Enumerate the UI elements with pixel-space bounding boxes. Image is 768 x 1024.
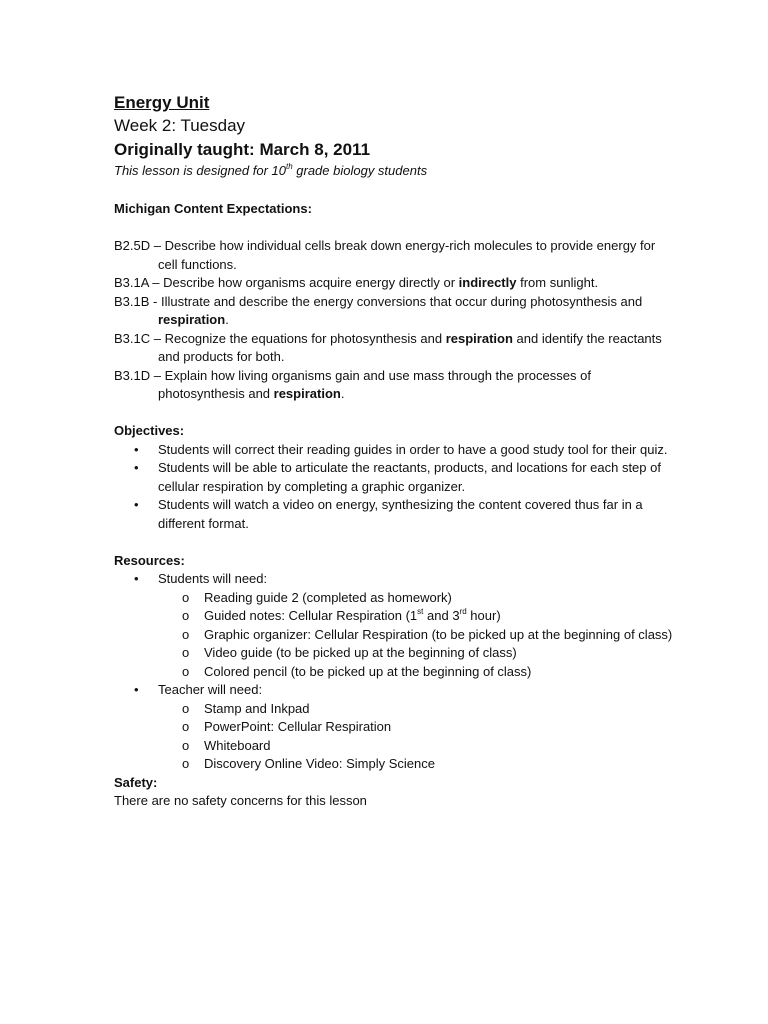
students-label: Students will need:: [158, 571, 268, 586]
list-item: [114, 589, 674, 608]
intro-post: grade biology students: [292, 163, 428, 178]
list-item: [114, 441, 674, 460]
resource-text: hour): [466, 608, 501, 623]
bullet-icon: •: [134, 682, 139, 697]
sub-bullet-icon: o: [182, 589, 190, 605]
resource-text: Discovery Online Video: Simply Science: [204, 756, 435, 771]
teacher-label: Teacher will need:: [158, 682, 263, 697]
expectations-list: [114, 237, 674, 404]
expectation-item: [114, 367, 674, 404]
list-item: [114, 496, 674, 533]
objectives-heading: Objectives:: [114, 423, 185, 438]
sub-bullet-icon: o: [182, 737, 190, 753]
ordinal-sup: st: [417, 607, 424, 616]
objective-text: Students will be able to articulate the reactants, products, and locations for each step of cellular respiration by completing a graphic organizer.: [158, 460, 661, 494]
sub-bullet-icon: o: [182, 663, 190, 679]
resource-text: Guided notes: Cellular Respiration (1: [204, 608, 418, 623]
resource-text: Graphic organizer: Cellular Respiration (to be picked up at the beginning of class): [204, 626, 673, 642]
list-item: [114, 700, 674, 719]
intro-pre: This lesson is designed for 10: [114, 163, 286, 178]
list-item: [114, 681, 674, 774]
resource-text: Whiteboard: [204, 737, 271, 753]
expectation-text-end: .: [225, 312, 229, 327]
expectation-text: B3.1D – Explain how living organisms gain and use mass through the processes of photosynthesis and: [114, 367, 591, 401]
expectation-bold: respiration: [273, 386, 341, 401]
safety-text: There are no safety concerns for this lesson: [114, 793, 367, 808]
list-item: [114, 663, 674, 682]
sub-bullet-icon: o: [182, 756, 190, 771]
expectation-bold: indirectly: [458, 275, 517, 290]
expectation-text-end: .: [340, 386, 345, 401]
bullet-icon: •: [134, 571, 139, 586]
ordinal-sup: rd: [459, 607, 467, 616]
resource-text: Video guide (to be picked up at the beginning of class): [204, 645, 517, 660]
resources-heading: Resources:: [114, 552, 185, 568]
objectives-list: [114, 441, 674, 534]
sub-bullet-icon: o: [182, 700, 190, 716]
list-item: [114, 737, 674, 756]
expectation-text: B3.1B - Illustrate and describe the energy conversions that occur during photosynthesis and: [114, 293, 643, 309]
list-item: [114, 626, 674, 645]
list-item: [114, 607, 674, 626]
bullet-icon: •: [134, 497, 139, 512]
objective-text: Students will watch a video on energy, synthesizing the content covered thus far in a different format.: [158, 497, 643, 531]
expectation-bold: respiration: [158, 312, 226, 327]
expectation-text: B2.5D – Describe how individual cells break down energy-rich molecules to provide energy for cell functions.: [114, 238, 656, 272]
list-item: [114, 459, 674, 496]
expectation-item: [114, 330, 674, 367]
lesson-plan-page: [114, 92, 674, 811]
expectation-text: B3.1A – Describe how organisms acquire energy directly or: [114, 275, 459, 290]
expectations-heading: Michigan Content Expectations:: [114, 201, 312, 216]
bullet-icon: •: [134, 460, 139, 475]
students-resources: [158, 589, 674, 682]
resource-text: Stamp and Inkpad: [204, 700, 310, 716]
expectation-item: [114, 293, 674, 330]
sub-bullet-icon: o: [182, 645, 190, 660]
teacher-resources: [158, 700, 674, 774]
expectation-text: B3.1C – Recognize the equations for photosynthesis and: [114, 330, 446, 346]
taught-date: Originally taught: March 8, 2011: [114, 140, 371, 159]
expectation-bold: respiration: [445, 330, 513, 346]
resource-text: Reading guide 2 (completed as homework): [204, 589, 452, 605]
expectation-text-end: and identify the reactants and products for both.: [158, 330, 662, 364]
list-item: [114, 718, 674, 737]
list-item: [114, 570, 674, 681]
objective-text: Students will correct their reading guides in order to have a good study tool for their quiz.: [158, 441, 668, 457]
safety-heading: Safety:: [114, 774, 158, 790]
resource-text: PowerPoint: Cellular Respiration: [204, 719, 392, 734]
sub-bullet-icon: o: [182, 626, 190, 642]
expectation-item: [114, 237, 674, 274]
lesson-intro: [114, 162, 674, 180]
resources-list: [114, 570, 674, 774]
resource-text: and 3: [423, 608, 460, 623]
resource-text: Colored pencil (to be picked up at the beginning of class): [204, 663, 532, 679]
sub-bullet-icon: o: [182, 719, 190, 734]
bullet-icon: •: [134, 441, 139, 457]
list-item: [114, 755, 674, 774]
intro-sup: th: [285, 162, 293, 171]
sub-bullet-icon: o: [182, 608, 190, 623]
expectation-item: [114, 274, 674, 293]
week-day: Week 2: Tuesday: [114, 116, 246, 135]
unit-title: Energy Unit: [114, 93, 210, 112]
expectation-text-end: from sunlight.: [516, 275, 599, 290]
list-item: [114, 644, 674, 663]
